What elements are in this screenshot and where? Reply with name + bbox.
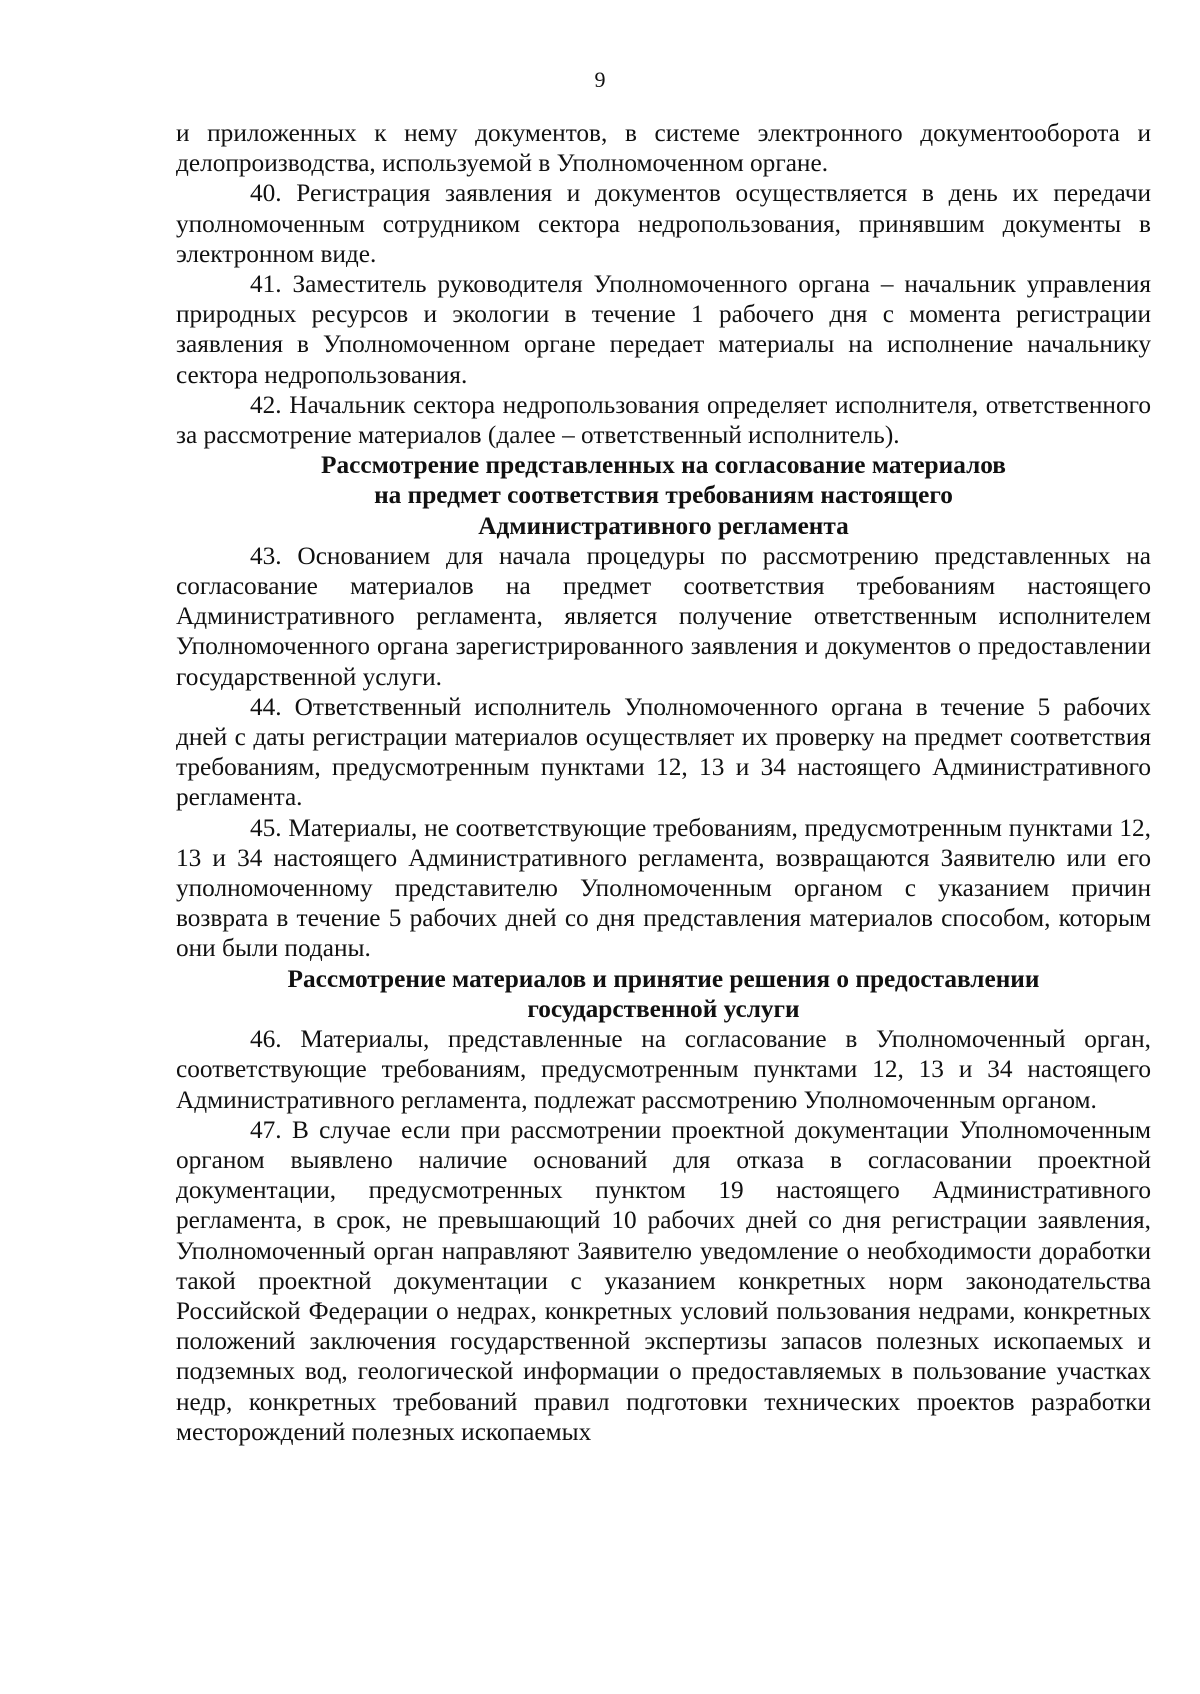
paragraph-45: 45. Материалы, не соответствующие требованиям, предусмотренным пунктами 12, 13 и 34 настоящего Административного регламента, возвращаются Заявителю или его уполномоченному представителю Уполномоченным органом с указанием причин возврата в течение 5 рабочих дней со дня представления материалов способом, которым они были поданы.: [176, 813, 1151, 963]
section-heading-line: Рассмотрение представленных на согласование материалов: [321, 451, 1006, 480]
paragraph-40: 40. Регистрация заявления и документов осуществляется в день их передачи уполномоченным сотрудником сектора недропользования, принявшим документы в электронном виде.: [176, 179, 1151, 268]
paragraph-continuation: и приложенных к нему документов, в системе электронного документооборота и делопроизводства, используемой в Уполномоченном органе.: [176, 119, 1151, 178]
paragraph-46: 46. Материалы, представленные на согласование в Уполномоченный орган, соответствующие требованиям, предусмотренным пунктами 12, 13 и 34 настоящего Административного регламента, подлежат рассмотрению Уполномоченным органом.: [176, 1025, 1151, 1114]
page-number: 9: [594, 67, 606, 92]
paragraph-44: 44. Ответственный исполнитель Уполномоченного органа в течение 5 рабочих дней с даты регистрации материалов осуществляет их проверку на предмет соответствия требованиям, предусмотренным пунктами 12, 13 и 34 настоящего Административного регламента.: [176, 692, 1151, 812]
paragraph-43: 43. Основанием для начала процедуры по рассмотрению представленных на согласование материалов на предмет соответствия требованиям настоящего Административного регламента, является получение ответственным исполнителем Уполномоченного органа зарегистрированного заявления и документов о предоставлении государственной услуги.: [176, 541, 1151, 691]
section-heading-line: Рассмотрение материалов и принятие решения о предоставлении: [287, 964, 1040, 993]
section-heading-line: Административного регламента: [478, 511, 849, 540]
document-body: [176, 118, 1151, 1447]
section-heading-line: государственной услуги: [527, 994, 800, 1023]
paragraph-41: 41. Заместитель руководителя Уполномоченного органа – начальник управления природных ресурсов и экологии в течение 1 рабочего дня с момента регистрации заявления в Уполномоченном органе передает материалы на исполнение начальнику сектора недропользования.: [176, 270, 1151, 389]
section-heading-line: на предмет соответствия требованиям настоящего: [374, 481, 953, 510]
section-heading-review-materials: [176, 450, 1151, 541]
paragraph-47: 47. В случае если при рассмотрении проектной документации Уполномоченным органом выявлено наличие оснований для отказа в согласовании проектной документации, предусмотренных пунктом 19 настоящего Административного регламента, в срок, не превышающий 10 рабочих дней со дня регистрации заявления, Уполномоченный орган направляют Заявителю уведомление о необходимости доработки такой проектной документации с указанием конкретных норм законодательства Российской Федерации о недрах, конкретных условий пользования недрами, конкретных положений заключения государственной экспертизы запасов полезных ископаемых и подземных вод, геологической информации о предоставляемых в пользование участках недр, конкретных требований правил подготовки технических проектов разработки месторождений полезных ископаемых: [176, 1115, 1151, 1446]
paragraph-42: 42. Начальник сектора недропользования определяет исполнителя, ответственного за рассмотрение материалов (далее – ответственный исполнитель).: [176, 390, 1151, 450]
section-heading-decision: [176, 964, 1151, 1024]
